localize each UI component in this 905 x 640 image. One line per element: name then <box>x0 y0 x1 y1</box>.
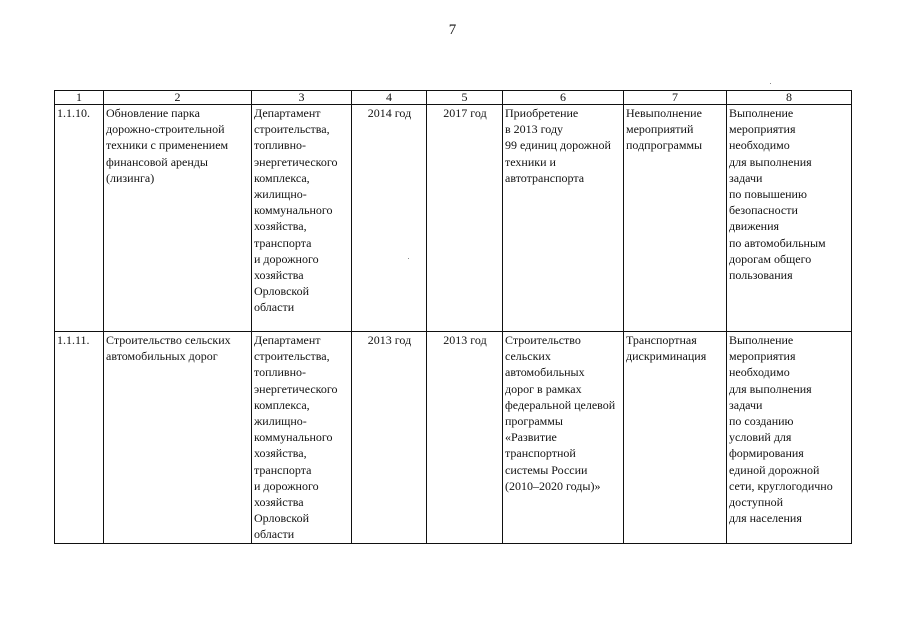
risk-line: Транспортная <box>626 333 697 347</box>
responsible-department <box>252 105 352 332</box>
department-line: коммунального <box>254 203 333 218</box>
result-line: системы России <box>505 462 588 477</box>
col-header-3: 3 <box>252 91 352 105</box>
goal-line: пользования <box>729 268 793 283</box>
department-line: топливно- <box>254 365 307 380</box>
goal-line: Выполнение <box>729 333 794 347</box>
responsible-department <box>252 332 352 544</box>
table-row <box>55 332 852 544</box>
page-number: 7 <box>448 22 457 38</box>
department-line: топливно- <box>254 138 307 153</box>
goal-line: по повышению <box>729 187 807 202</box>
department-line: энергетического <box>254 154 338 169</box>
col-header-2: 2 <box>104 91 252 105</box>
start-year: 2014 год <box>352 105 427 332</box>
department-line: жилищно- <box>254 187 307 202</box>
department-line: хозяйства, <box>254 219 307 234</box>
result-line: программы <box>505 414 563 429</box>
measure-name <box>104 105 252 332</box>
goal-line: сети, круглогодично <box>729 478 833 493</box>
risk-line: Невыполнение <box>626 106 702 120</box>
goal-line: формирования <box>729 446 804 461</box>
goal-line: по автомобильным <box>729 235 826 250</box>
end-year: 2017 год <box>427 105 503 332</box>
goal-line: необходимо <box>729 138 790 153</box>
program-table <box>54 90 852 544</box>
result-line: автотранспорта <box>505 170 585 185</box>
result-line: автомобильных <box>505 365 585 380</box>
goal-line: условий для <box>729 430 792 445</box>
department-line: хозяйства, <box>254 446 307 461</box>
department-line: транспорта <box>254 235 312 250</box>
non-implementation-consequence <box>624 105 727 332</box>
risk-line: дискриминация <box>626 349 707 364</box>
department-line: строительства, <box>254 122 330 137</box>
department-line: жилищно- <box>254 414 307 429</box>
department-line: энергетического <box>254 381 338 396</box>
end-year: 2013 год <box>427 332 503 544</box>
department-line: и дорожного <box>254 251 319 266</box>
col-header-8: 8 <box>727 91 852 105</box>
task-link <box>727 332 852 544</box>
measure-name-line: финансовой аренды <box>106 154 208 169</box>
row-number: 1.1.10. <box>55 105 104 332</box>
result-line: дорог в рамках <box>505 381 582 396</box>
measure-name-line: Строительство сельских <box>106 333 231 347</box>
col-header-7: 7 <box>624 91 727 105</box>
goal-line: дорогам общего <box>729 251 812 266</box>
department-line: области <box>254 527 295 542</box>
goal-line: доступной <box>729 495 784 510</box>
result-line: (2010–2020 годы)» <box>505 478 601 493</box>
department-line: коммунального <box>254 430 333 445</box>
department-line: области <box>254 300 295 315</box>
goal-line: Выполнение <box>729 106 794 120</box>
col-header-1: 1 <box>55 91 104 105</box>
department-line: комплекса, <box>254 397 310 412</box>
col-header-4: 4 <box>352 91 427 105</box>
measure-name-line: дорожно-строительной <box>106 122 225 137</box>
result-line: «Развитие <box>505 430 557 445</box>
result-line: федеральной целевой <box>505 397 616 412</box>
measure-name <box>104 332 252 544</box>
department-line: строительства, <box>254 349 330 364</box>
header-row <box>55 91 852 105</box>
result-line: в 2013 году <box>505 122 564 137</box>
result-line: Приобретение <box>505 106 579 120</box>
result-line: 99 единиц дорожной <box>505 138 611 153</box>
result-line: сельских <box>505 349 551 364</box>
measure-name-line: автомобильных дорог <box>106 349 218 364</box>
non-implementation-consequence <box>624 332 727 544</box>
result-line: Строительство <box>505 333 581 347</box>
row-number: 1.1.11. <box>55 332 104 544</box>
result-line: транспортной <box>505 446 576 461</box>
goal-line: для выполнения <box>729 381 812 396</box>
department-line: хозяйства <box>254 495 304 510</box>
measure-name-line: Обновление парка <box>106 106 200 120</box>
department-line: Орловской <box>254 511 310 526</box>
department-line: Департамент <box>254 106 321 120</box>
expected-result <box>503 105 624 332</box>
goal-line: задачи <box>729 397 763 412</box>
goal-line: по созданию <box>729 414 794 429</box>
risk-line: мероприятий <box>626 122 694 137</box>
goal-line: для населения <box>729 511 802 526</box>
goal-line: необходимо <box>729 365 790 380</box>
goal-line: задачи <box>729 170 763 185</box>
start-year: 2013 год <box>352 332 427 544</box>
goal-line: для выполнения <box>729 154 812 169</box>
goal-line: мероприятия <box>729 122 796 137</box>
goal-line: мероприятия <box>729 349 796 364</box>
department-line: комплекса, <box>254 170 310 185</box>
department-line: транспорта <box>254 462 312 477</box>
goal-line: движения <box>729 219 780 234</box>
task-link <box>727 105 852 332</box>
result-line: техники и <box>505 154 556 169</box>
expected-result <box>503 332 624 544</box>
col-header-6: 6 <box>503 91 624 105</box>
measure-name-line: (лизинга) <box>106 170 155 185</box>
department-line: Департамент <box>254 333 321 347</box>
goal-line: безопасности <box>729 203 798 218</box>
department-line: хозяйства <box>254 268 304 283</box>
measure-name-line: техники с применением <box>106 138 229 153</box>
col-header-5: 5 <box>427 91 503 105</box>
department-line: Орловской <box>254 284 310 299</box>
risk-line: подпрограммы <box>626 138 703 153</box>
table-row <box>55 105 852 332</box>
goal-line: единой дорожной <box>729 462 820 477</box>
department-line: и дорожного <box>254 478 319 493</box>
scan-speck <box>770 83 771 84</box>
